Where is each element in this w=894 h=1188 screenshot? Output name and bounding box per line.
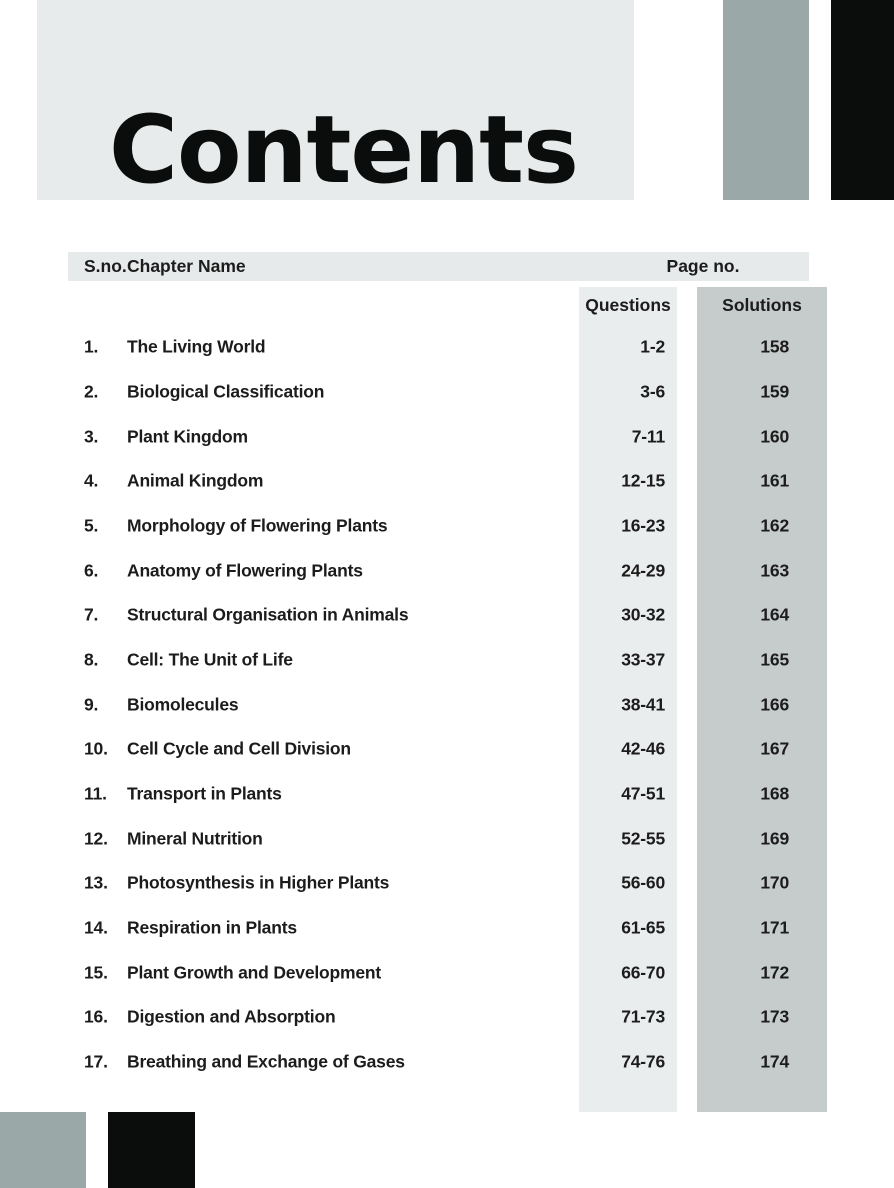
solutions-page: 158 [760,336,789,357]
row-number: 13. [84,872,108,893]
solutions-page: 160 [760,426,789,447]
header-solutions: Solutions [722,295,802,315]
chapter-name: Cell: The Unit of Life [127,649,293,670]
questions-pages: 74-76 [621,1051,665,1072]
bottom-black-accent-block [108,1112,195,1188]
toc-row [0,861,894,906]
chapter-name: Biomolecules [127,694,239,715]
chapter-name: Anatomy of Flowering Plants [127,560,363,581]
table-header-strip [68,252,809,281]
questions-pages: 7-11 [631,426,665,447]
questions-pages: 61-65 [621,917,665,938]
chapter-name: Animal Kingdom [127,470,264,491]
solutions-page: 174 [760,1051,789,1072]
questions-pages: 66-70 [621,962,665,983]
row-number: 17. [84,1051,108,1072]
bottom-gray-accent-block [0,1112,86,1188]
toc-rows [0,325,894,1084]
solutions-page: 168 [760,783,789,804]
questions-pages: 52-55 [621,828,665,849]
header-sno: S.no. [84,256,127,276]
questions-pages: 42-46 [621,738,665,759]
header-chapter-name: Chapter Name [127,256,246,276]
solutions-page: 171 [760,917,789,938]
row-number: 6. [84,560,99,581]
questions-pages: 71-73 [621,1006,665,1027]
chapter-name: Structural Organisation in Animals [127,604,409,625]
solutions-page: 163 [760,560,789,581]
toc-row [0,727,894,772]
row-number: 16. [84,1006,108,1027]
row-number: 3. [84,426,99,447]
toc-row [0,414,894,459]
row-number: 10. [84,738,108,759]
row-number: 8. [84,649,99,670]
chapter-name: Transport in Plants [127,783,282,804]
solutions-page: 167 [760,738,789,759]
solutions-page: 173 [760,1006,789,1027]
toc-row [0,1040,894,1085]
toc-row [0,995,894,1040]
solutions-page: 169 [760,828,789,849]
page-title: Contents [109,96,578,205]
chapter-name: Cell Cycle and Cell Division [127,738,351,759]
row-number: 12. [84,828,108,849]
top-gray-accent-bar [723,0,809,200]
header-page-no: Page no. [666,256,740,276]
title-banner [37,0,634,205]
questions-pages: 38-41 [621,694,665,715]
solutions-page: 159 [760,381,789,402]
toc-row [0,906,894,951]
questions-pages: 16-23 [621,515,665,536]
toc-row [0,638,894,683]
header-questions: Questions [585,295,671,315]
toc-row [0,459,894,504]
solutions-page: 172 [760,962,789,983]
toc-row [0,325,894,370]
solutions-page: 164 [760,604,789,625]
toc-row [0,772,894,817]
chapter-name: Mineral Nutrition [127,828,263,849]
toc-row [0,504,894,549]
questions-pages: 47-51 [621,783,665,804]
chapter-name: Digestion and Absorption [127,1006,336,1027]
solutions-page: 166 [760,694,789,715]
questions-pages: 33-37 [621,649,665,670]
toc-row [0,548,894,593]
row-number: 15. [84,962,108,983]
questions-pages: 3-6 [640,381,665,402]
row-number: 7. [84,604,99,625]
toc-row [0,950,894,995]
chapter-name: Breathing and Exchange of Gases [127,1051,405,1072]
questions-pages: 24-29 [621,560,665,581]
chapter-name: The Living World [127,336,266,357]
questions-pages: 12-15 [621,470,665,491]
top-black-accent-bar [831,0,894,200]
questions-pages: 1-2 [640,336,665,357]
solutions-page: 162 [760,515,789,536]
questions-pages: 56-60 [621,872,665,893]
solutions-page: 161 [760,470,789,491]
row-number: 4. [84,470,99,491]
toc-row [0,370,894,415]
solutions-page: 170 [760,872,789,893]
toc-row [0,816,894,861]
row-number: 2. [84,381,99,402]
row-number: 11. [84,783,107,804]
row-number: 9. [84,694,99,715]
chapter-name: Plant Kingdom [127,426,248,447]
chapter-name: Plant Growth and Development [127,962,382,983]
chapter-name: Respiration in Plants [127,917,297,938]
toc-row [0,682,894,727]
chapter-name: Biological Classification [127,381,325,402]
row-number: 14. [84,917,108,938]
toc-row [0,593,894,638]
solutions-page: 165 [760,649,789,670]
chapter-name: Morphology of Flowering Plants [127,515,388,536]
row-number: 5. [84,515,99,536]
questions-pages: 30-32 [621,604,665,625]
row-number: 1. [84,336,99,357]
chapter-name: Photosynthesis in Higher Plants [127,872,390,893]
